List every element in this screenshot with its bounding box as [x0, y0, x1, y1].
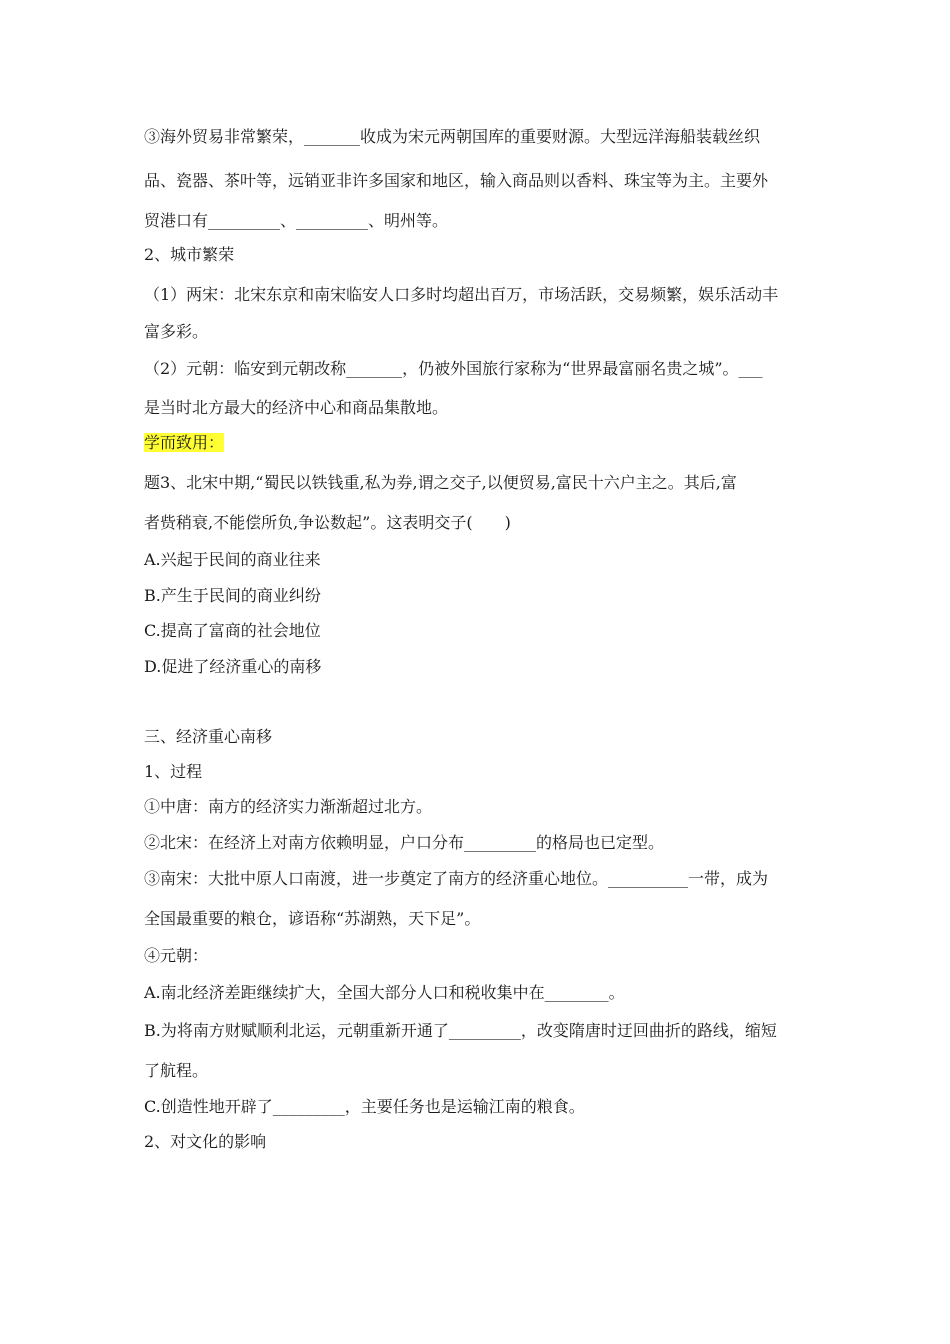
- section-heading: 三、经济重心南移: [144, 727, 273, 746]
- text-line: （2）元朝：临安到元朝改称_______，仍被外国旅行家称为“世界最富丽名贵之城”。___: [144, 359, 763, 378]
- subsection-heading: 1、过程: [144, 762, 203, 781]
- text-line: A.南北经济差距继续扩大，全国大部分人口和税收集中在________。: [144, 983, 625, 1002]
- text-line: 贸港口有_________、_________、明州等。: [144, 211, 449, 230]
- question-text: 题3、北宋中期,“蜀民以铁钱重,私为券,谓之交子,以便贸易,富民十六户主之。其后,富: [144, 473, 737, 492]
- subsection-heading: 2、对文化的影响: [144, 1132, 267, 1151]
- section-heading: 2、城市繁荣: [144, 245, 235, 264]
- text-line: （1）两宋：北宋东京和南宋临安人口多时均超出百万，市场活跃，交易频繁，娱乐活动丰: [144, 285, 779, 304]
- highlight: 学而致用：: [144, 433, 225, 452]
- question-text: 者赀稍衰,不能偿所负,争讼数起”。这表明交子( ): [144, 513, 511, 532]
- text-line: 全国最重要的粮仓，谚语称“苏湖熟，天下足”。: [144, 909, 481, 928]
- text-line: ③南宋：大批中原人口南渡，进一步奠定了南方的经济重心地位。__________一带，成为: [144, 869, 769, 888]
- option-c: C.提高了富商的社会地位: [144, 621, 321, 640]
- option-a: A.兴起于民间的商业往来: [144, 550, 321, 569]
- text-line: B.为将南方财赋顺利北运，元朝重新开通了_________，改变隋唐时迂回曲折的路线，缩短: [144, 1021, 777, 1040]
- practice-label: [144, 433, 224, 453]
- option-d: D.促进了经济重心的南移: [144, 657, 322, 676]
- text-line: ④元朝：: [144, 946, 209, 965]
- text-line: 了航程。: [144, 1061, 209, 1080]
- text-line: ③海外贸易非常繁荣，_______收成为宋元两朝国库的重要财源。大型远洋海船装载丝织: [144, 127, 761, 146]
- text-line: C.创造性地开辟了_________，主要任务也是运输江南的粮食。: [144, 1097, 585, 1116]
- text-line: 品、瓷器、茶叶等，远销亚非许多国家和地区，输入商品则以香料、珠宝等为主。主要外: [144, 171, 769, 190]
- text-line: ①中唐：南方的经济实力渐渐超过北方。: [144, 797, 433, 816]
- text-line: 富多彩。: [144, 322, 209, 341]
- text-line: 是当时北方最大的经济中心和商品集散地。: [144, 398, 449, 417]
- text-line: ②北宋：在经济上对南方依赖明显，户口分布_________的格局也已定型。: [144, 833, 665, 852]
- option-b: B.产生于民间的商业纠纷: [144, 586, 321, 605]
